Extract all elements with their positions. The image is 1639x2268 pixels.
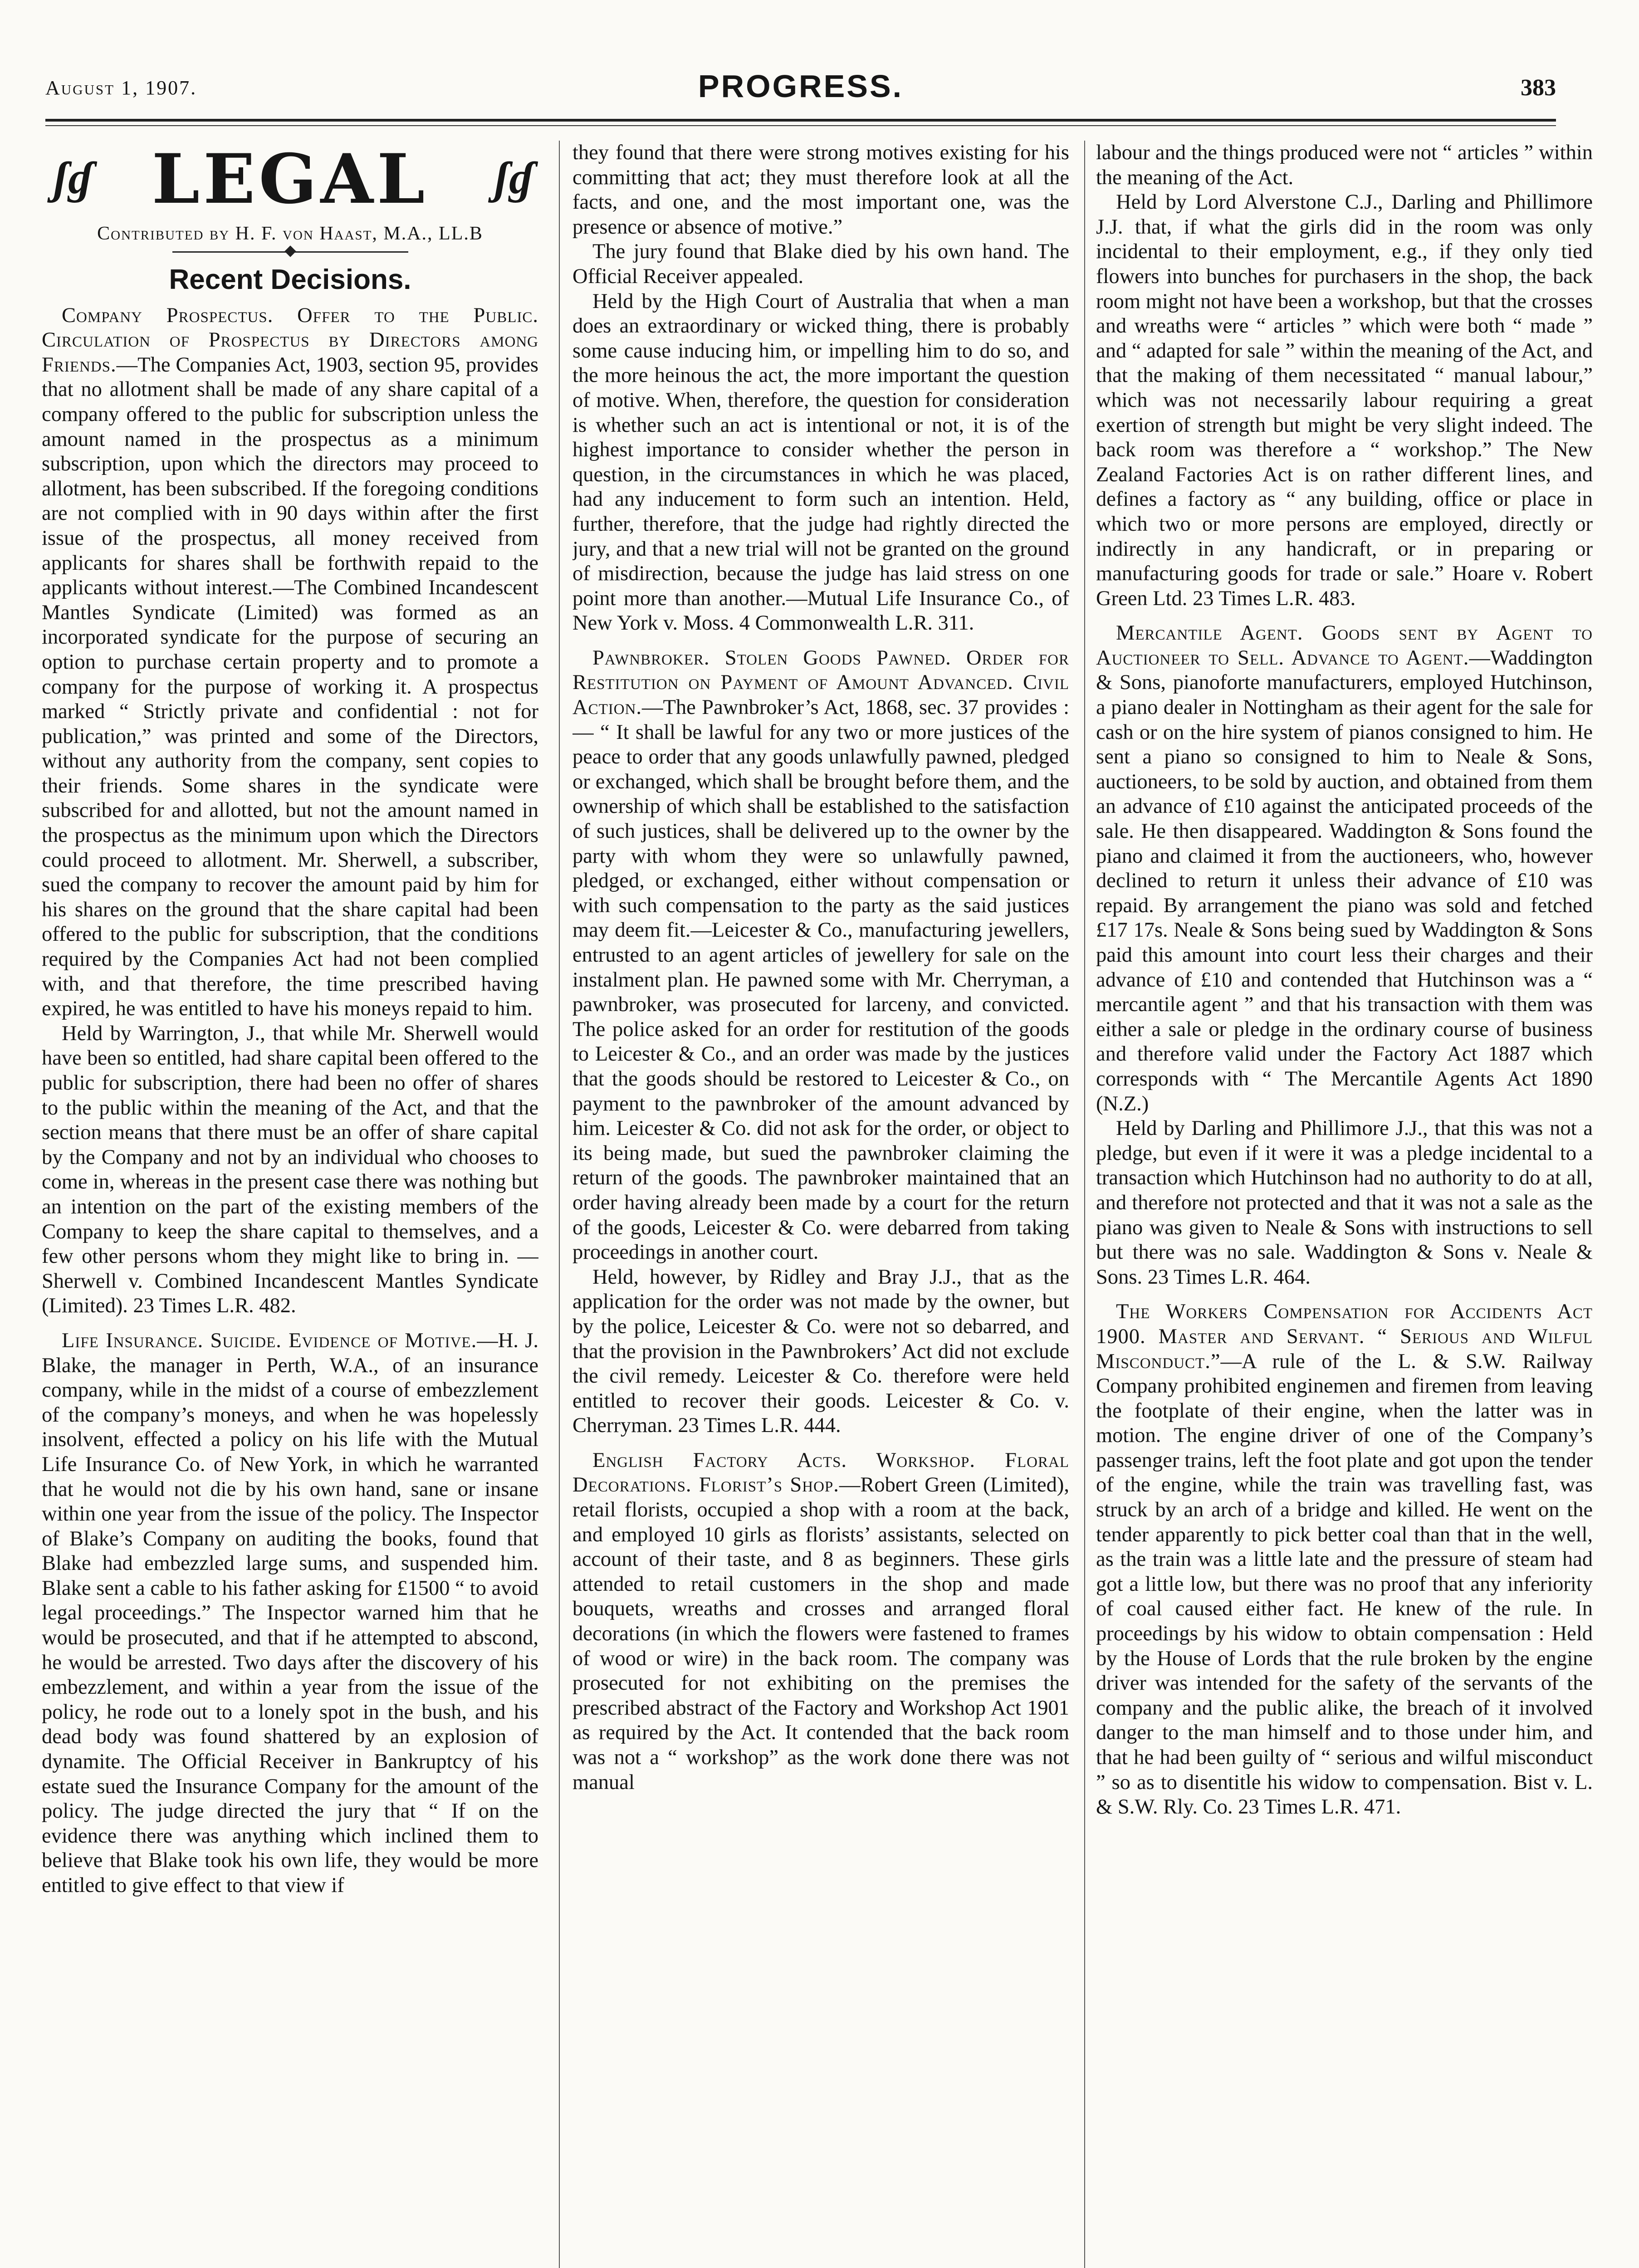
page-number: 383 (1521, 75, 1556, 101)
paragraph-text: —The Companies Act, 1903, section 95, provides that no allotment shall be made of any share capital of a company offered to the public for subscription unless the amount named in the prospectus as a minimum subscription, upon which the directors may proceed to allotment, has been subscribed. If the foregoing conditions are not complied with in 90 days within after the first issue of the prospectus, all money received from applicants for shares shall be forthwith repaid to the applicants without interest.—The Combined Incandescent Mantles Syndicate (Limited) was formed as an incorporated syndicate for the purpose of securing an option to purchase certain property and to promote a company for the purpose of working it. A prospectus marked “ Strictly private and confidential : not for publication,” was printed and some of the Directors, without any authority from the company, sent copies to their friends. Some shares in the syndicate were subscribed for and allotted, but not the amount named in the prospectus as the minimum upon which the Directors could proceed to allotment. Mr. Sherwell, a subscriber, sued the company to recover the amount paid by him for his shares on the ground that the share capital had been offered to the public for subscription, that the conditions required by the Companies Act had not been complied with, and that therefore, the time prescribed having expired, he was entitled to have his moneys repaid to him. (42, 353, 538, 1021)
byline: Contributed by H. F. von Haast, M.A., LL.B (97, 223, 483, 244)
column-divider (1084, 141, 1085, 2268)
paragraph (572, 240, 1069, 289)
paragraph-text: —H. J. Blake, the manager in Perth, W.A., of an insurance company, while in the midst of a course of embezzlement of the company’s moneys, and when he was hopelessly insolvent, effected a policy on his life with the Mutual Life Insurance Co. of New York, in which he warranted that he would not die by his own hand, sane or insane within one year from the issue of the policy. The Inspector of Blake’s Company on auditing the books, found that Blake had embezzled large sums, and suspended him. Blake sent a cable to his father asking for £1500 “ to avoid legal proceedings.” The Inspector warned him that he would be prosecuted, and that if he attempted to abscond, he would be arrested. Two days after the discovery of his embezzlement, and within a year from the issue of the policy, he rode out to a lonely spot in the bush, and his dead body was found shattered by an explosion of dynamite. The Official Receiver in Bankruptcy of his estate sued the Insurance Company for the amount of the policy. The judge directed the jury that “ If on the evidence there was anything which inclined them to believe that Blake took his own life, they would be more entitled to give effect to that view if (42, 1329, 538, 1897)
fleuron-left-icon: ʃɠ (53, 153, 91, 203)
case-heading: Company Prospectus. Offer to the Public. Circulation of Prospectus by Directors among Friends. (42, 303, 538, 376)
paragraph (1096, 621, 1593, 1116)
publication-title: PROGRESS. (698, 68, 904, 104)
paragraph-text: Held, however, by Ridley and Bray J.J., that as the application for the order was not made by the owner, but by the police, Leicester & Co. were not so debarred, and that the provision in the Pawnbrokers’ Act did not exclude the civil remedy. Leicester & Co. therefore were held entitled to recover their goods. Leicester & Co. v. Cherryman. 23 Times L.R. 444. (572, 1265, 1069, 1437)
paragraph-text: Held by Darling and Phillimore J.J., that this was not a pledge, but even if it were it was a pledge incidental to a transaction which Hutchinson had no authority to do at all, and therefore not protected and that it was not a sale as the piano was given to Neale & Sons with instructions to sell but there was no sale. Waddington & Sons v. Neale & Sons. 23 Times L.R. 464. (1096, 1117, 1593, 1289)
paragraph-text: labour and the things produced were not “ articles ” within the meaning of the Act. (1096, 141, 1593, 189)
case-heading: Pawnbroker. Stolen Goods Pawned. Order for Restitution on Payment of Amount Advanced. Civil Action. (572, 646, 1069, 719)
paragraph (572, 289, 1069, 636)
paragraph-text: Held by Lord Alverstone C.J., Darling and Phillimore J.J. that, if what the girls did in the room was only incidental to their employment, e.g., if they only tied flowers into bunches for purchasers in the shop, the back room might not have been a workshop, but that the crosses and wreaths were “ articles ” which were both “ made ” and “ adapted for sale ” within the meaning of the Act, and that the making of them necessitated “ manual labour,” which was not necessarily labour requiring a great exertion of strength but might be very slight indeed. The back room was therefore a “ workshop.” The New Zealand Factories Act is on rather different lines, and defines a factory as “ any building, office or place in which two or more persons are employed, directly or indirectly in any handicraft, or in preparing or manufacturing goods for trade or sale.” Hoare v. Robert Green Ltd. 23 Times L.R. 483. (1096, 191, 1593, 610)
column-divider (559, 141, 560, 2268)
paragraph (42, 1022, 538, 1319)
paragraph-text: Held by Warrington, J., that while Mr. Sherwell would have been so entitled, had share capital been offered to the public for subscription, there had been no offer of shares to the public within the meaning of the Act, and that the section means that there must be an offer of share capital by the Company and not by an individual who chooses to come in, whereas in the present case there was nothing but an intention on the part of the existing members of the Company to keep the share capital to themselves, and a few other persons whom they might like to bring in. —Sherwell v. Combined Incandescent Mantles Syndicate (Limited). 23 Times L.R. 482. (42, 1022, 538, 1318)
column-3-body (1096, 141, 1593, 1820)
paragraph-text: The jury found that Blake died by his own hand. The Official Receiver appealed. (572, 240, 1069, 288)
column-3 (1096, 141, 1593, 2268)
diamond-icon (284, 245, 296, 257)
paragraph (1096, 1116, 1593, 1290)
paragraph-text: —A rule of the L. & S.W. Railway Company prohibited enginemen and firemen from leaving the footplate of their engine, when the latter was in motion. The engine driver of one of the Company’s passenger trains, left the foot plate and got upon the tender of the engine, while the train was travelling fast, was struck by an arch of a bridge and killed. He went on the tender apparently to pick better coal than that in the well, as the train was a little late and the pressure of steam had got a little low, but there was no proof that any inferiority of coal caused either fact. He knew of the rule. In proceedings by his widow to obtain compensation : Held by the House of Lords that the rule broken by the engine driver was intended for the safety of the servants of the company and the public alike, the breach of it involved danger to the man himself and to those under him, and that he had been guilty of “ serious and wilful misconduct ” so as to disentitle his widow to compensation. Bist v. L. & S.W. Rly. Co. 23 Times L.R. 471. (1096, 1349, 1593, 1819)
paragraph-text: —The Pawnbroker’s Act, 1868, sec. 37 provides :— “ It shall be lawful for any two or more justices of the peace to order that any goods unlawfully pawned, pledged or exchanged, which shall be brought before them, and the ownership of which shall be established to the satisfaction of such justices, shall be delivered up to the owner by the party with whom they were so unlawfully pawned, pledged, or exchanged, either without compensation or with such compensation to the party as the said justices may deem fit.—Leicester & Co., manufacturing jewellers, entrusted to an agent articles of jewellery for sale on the instalment plan. He pawned some with Mr. Cherryman, a pawnbroker, was prosecuted for larceny, and convicted. The police asked for an order for restitution of the goods to Leicester & Co., and an order was made by the justices that the goods should be restored to Leicester & Co., on payment to the pawnbroker of the amount advanced by him. Leicester & Co. did not ask for the order, or object to its being made, but sued the pawnbroker claiming the return of the goods. The pawnbroker maintained that an order having already been made by a court for the return of the goods, Leicester & Co. were debarred from taking proceedings in another court. (572, 696, 1069, 1264)
paragraph (42, 1329, 538, 1898)
paragraph-text: —Robert Green (Limited), retail florists, occupied a shop with a room at the back, and employed 10 girls as florists’ assistants, selected on account of their taste, and 8 as beginners. These girls attended to retail customers in the shop and made bouquets, wreaths and crosses and arranged floral decorations (in which the flowers were fastened to frames of wood or wire) in the back room. The company was prosecuted for not exhibiting on the premises the prescribed abstract of the Factory and Workshop Act 1901 as required by the Act. It contended that the back room was not a “ workshop” as the work done there was not manual (572, 1473, 1069, 1794)
subheading: Recent Decisions. (169, 264, 411, 295)
issue-date: August 1, 1907. (45, 77, 197, 99)
paragraph-text: they found that there were strong motives existing for his committing that act; they must therefore look at all the facts, and one, and the most important one, was the presence or absence of motive.” (572, 141, 1069, 239)
paragraph (572, 1448, 1069, 1795)
column-1 (42, 141, 538, 2268)
header-rule (45, 119, 1556, 122)
paragraph-text: —Waddington & Sons, pianoforte manufacturers, employed Hutchinson, a piano dealer in Nottingham as their agent for the sale for cash or on the hire system of pianos consigned to him. He sent a piano so consigned to him to Neale & Sons, auctioneers, to be sold by auction, and obtained from them an advance of £10 against the anticipated proceeds of the sale. He then disappeared. Waddington & Sons found the piano and claimed it from the auctioneers, who, however declined to return it unless their advance of £10 was repaid. By arrangement the piano was sold and fetched £17 17s. Neale & Sons being sued by Waddington & Sons paid this amount into court less their charges and their advance of £10 and contended that Hutchinson was a “ mercantile agent ” and that his transaction with them was either a sale or pledge in the ordinary course of business and therefore valid under the Factory Act 1887 which corresponds with “ The Mercantile Agents Act 1890 (N.Z.) (1096, 646, 1593, 1115)
paragraph (572, 141, 1069, 240)
column-2-body (572, 141, 1069, 1795)
paragraph (572, 1265, 1069, 1438)
paragraph-text: Held by the High Court of Australia that when a man does an extraordinary or wicked thing, there is probably some cause inducing him, or impelling him to do so, and the more heinous the act, the more important the question of motive. When, therefore, the question for consideration is whether such an act is intentional or not, it is of the highest importance to consider whether the person in question, in the circumstances in which he was placed, had any inducement to form such an intention. Held, further, therefore, that the judge had rightly directed the jury, and that a new trial will not be granted on the ground of misdirection, because the judge has laid stress on one point more than another.—Mutual Life Insurance Co., of New York v. Moss. 4 Commonwealth L.R. 311. (572, 289, 1069, 635)
column-2 (572, 141, 1069, 2268)
paragraph (1096, 190, 1593, 611)
case-heading: Life Insurance. Suicide. Evidence of Motive. (62, 1329, 477, 1352)
header-rule-thin (45, 125, 1556, 126)
paragraph (42, 303, 538, 1022)
paragraph (1096, 141, 1593, 190)
section-title (42, 141, 538, 218)
section-title-text: LEGAL (152, 141, 429, 219)
fleuron-right-icon: ʃɠ (494, 153, 532, 203)
paragraph (1096, 1300, 1593, 1819)
case-heading: Mercantile Agent. Goods sent by Agent to Auctioneer to Sell. Advance to Agent. (1096, 621, 1593, 670)
case-heading: The Workers Compensation for Accidents Act 1900. Master and Servant. “ Serious and Wilful Misconduct.” (1096, 1300, 1593, 1373)
paragraph (572, 646, 1069, 1265)
column-1-body (42, 303, 538, 1898)
running-head (45, 68, 1556, 118)
ornamental-rule (172, 246, 408, 257)
case-heading: English Factory Acts. Workshop. Floral Decorations. Florist’s Shop. (572, 1448, 1069, 1497)
